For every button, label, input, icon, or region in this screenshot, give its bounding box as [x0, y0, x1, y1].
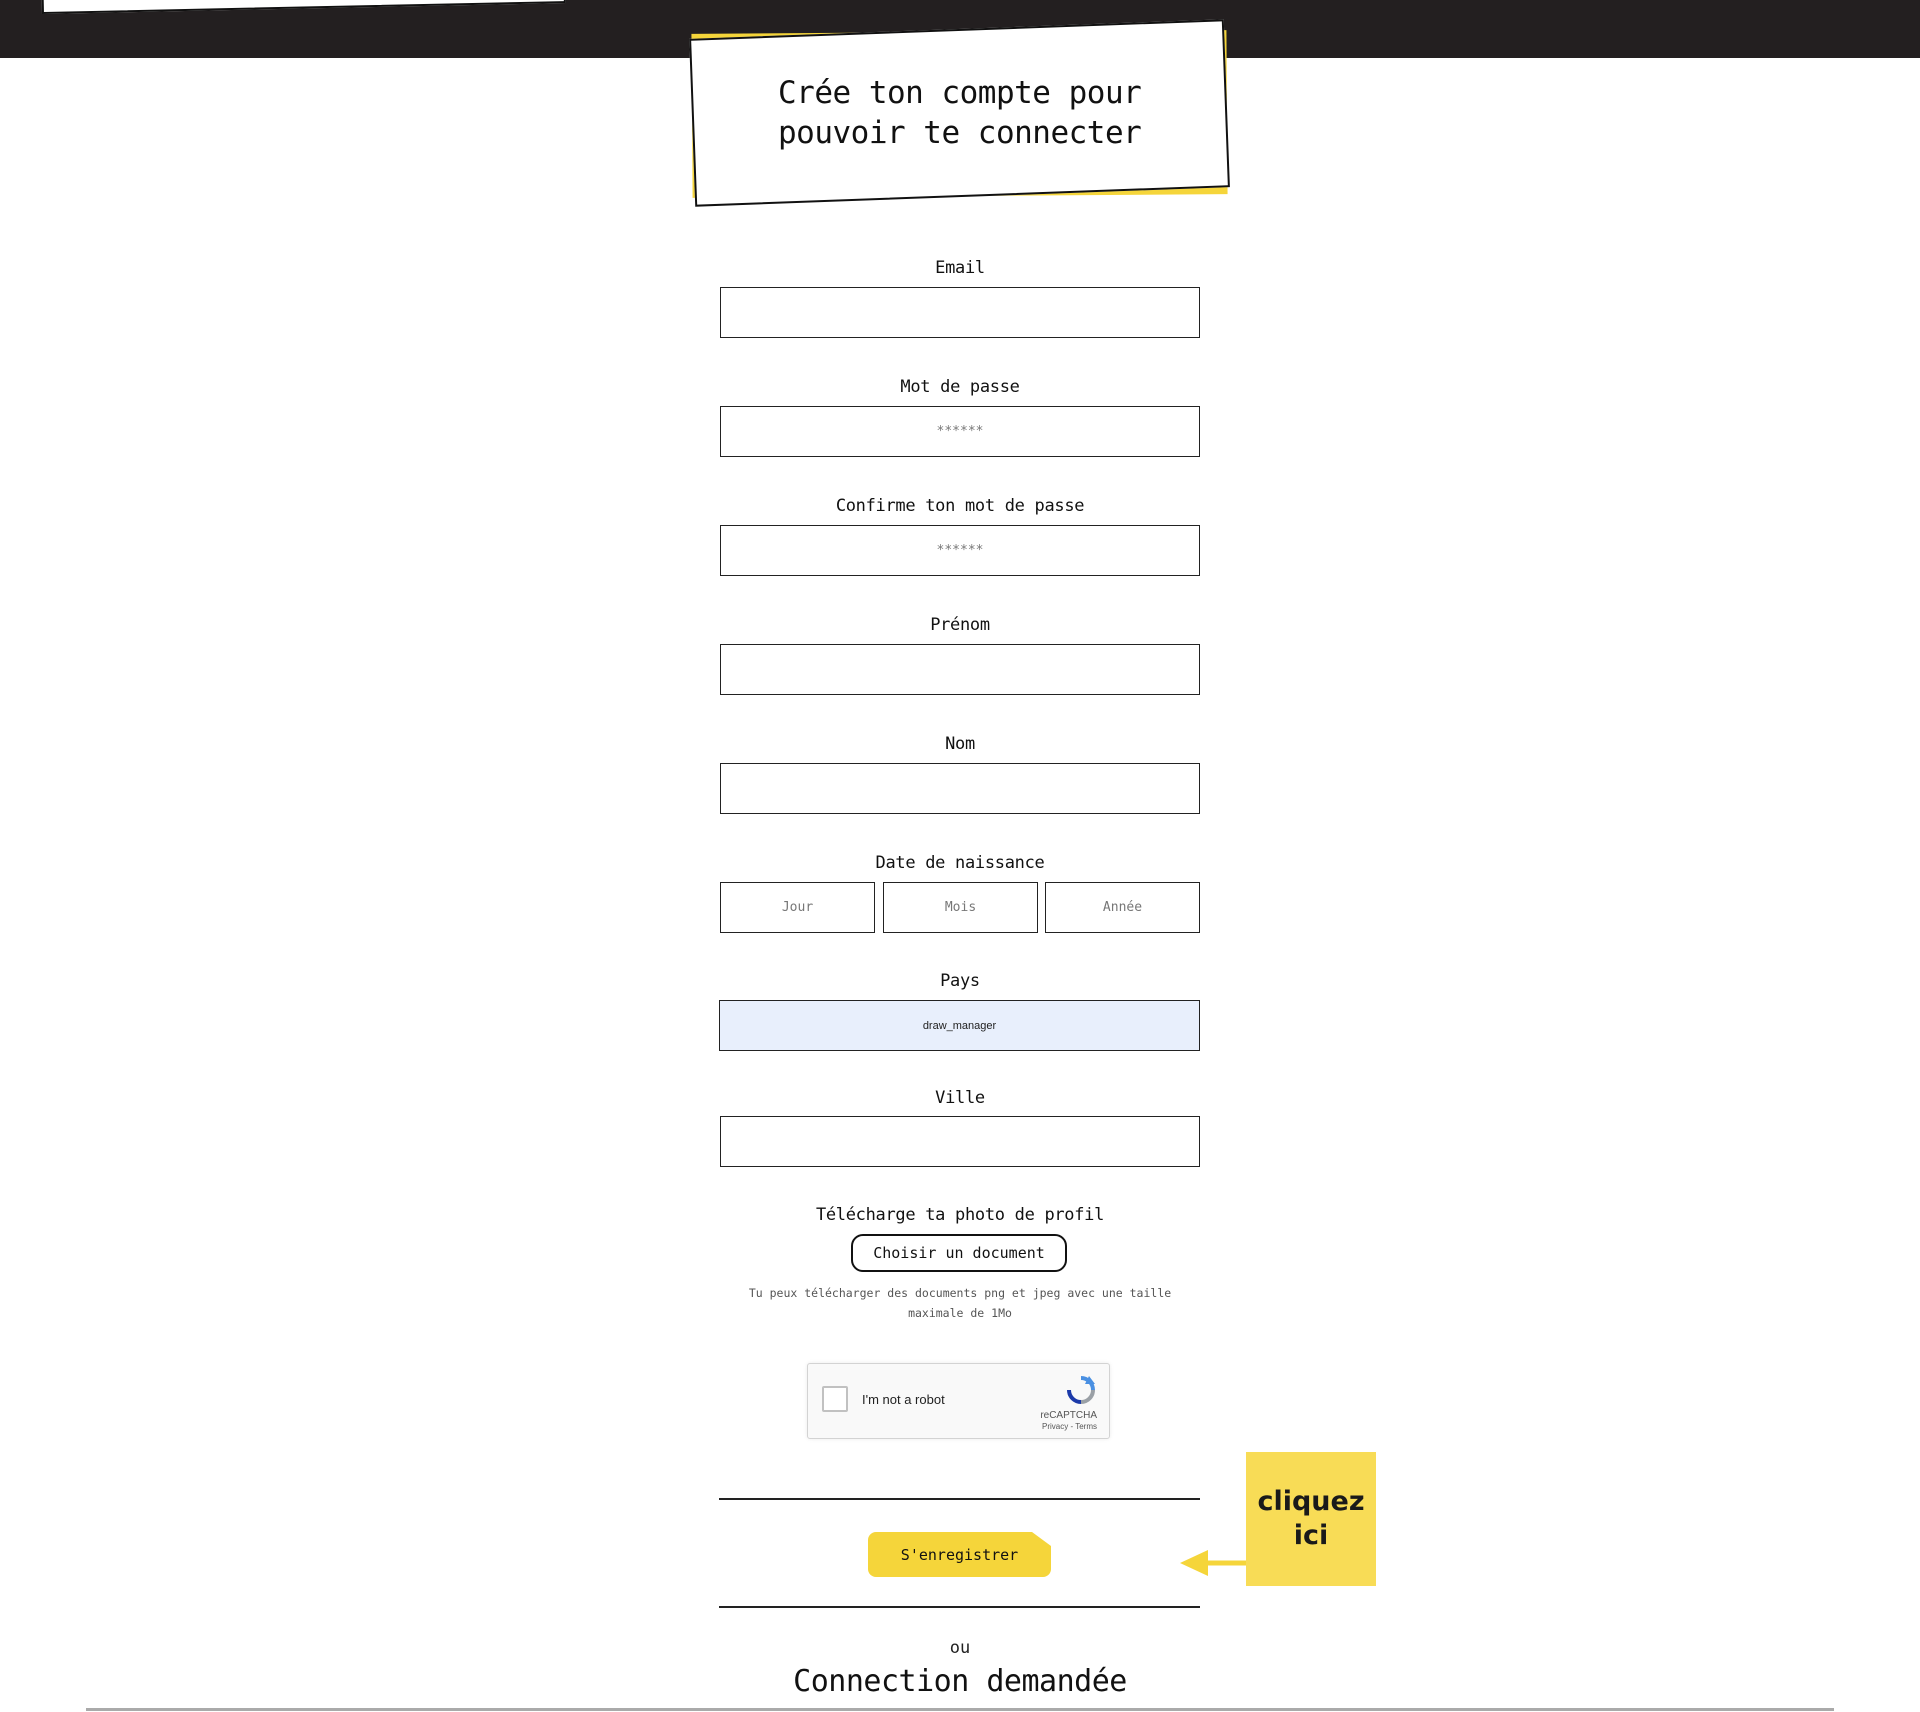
- password-confirm-field[interactable]: ******: [720, 525, 1200, 576]
- birth-month-field[interactable]: Mois: [883, 882, 1038, 933]
- bottom-edge: [86, 1708, 1834, 1711]
- country-label: Pays: [940, 971, 980, 991]
- email-field[interactable]: [720, 287, 1200, 338]
- register-button-fold: [1032, 1532, 1051, 1546]
- email-label: Email: [935, 258, 985, 278]
- recaptcha-icon: [1065, 1374, 1097, 1406]
- recaptcha-widget: [807, 1363, 1110, 1439]
- birthdate-label: Date de naissance: [875, 853, 1045, 873]
- birth-day-field[interactable]: Jour: [720, 882, 875, 933]
- country-select[interactable]: draw_manager: [719, 1000, 1200, 1051]
- upload-hint: Tu peux télécharger des documents png et jpeg avec une taille maximale de 1Mo: [748, 1286, 1172, 1320]
- login-link[interactable]: Connection demandée: [793, 1664, 1127, 1699]
- last-name-field[interactable]: [720, 763, 1200, 814]
- annotation-callout: cliquez ici: [1246, 1452, 1376, 1586]
- last-name-label: Nom: [945, 734, 975, 754]
- recaptcha-brand: reCAPTCHA: [1040, 1410, 1097, 1421]
- divider-top: [719, 1498, 1200, 1500]
- birth-year-field[interactable]: Année: [1045, 882, 1200, 933]
- top-bar-card: [41, 0, 566, 14]
- choose-document-button[interactable]: Choisir un document: [851, 1234, 1067, 1272]
- recaptcha-checkbox[interactable]: [822, 1386, 848, 1412]
- recaptcha-label: I'm not a robot: [862, 1392, 945, 1407]
- first-name-label: Prénom: [930, 615, 990, 635]
- divider-bottom: [719, 1606, 1200, 1608]
- page-title-card: [689, 19, 1230, 206]
- password-confirm-label: Confirme ton mot de passe: [835, 496, 1085, 516]
- arrow-left-icon: [1178, 1548, 1248, 1578]
- password-label: Mot de passe: [900, 377, 1020, 397]
- city-field[interactable]: [720, 1116, 1200, 1167]
- city-label: Ville: [935, 1088, 985, 1108]
- password-field[interactable]: ******: [720, 406, 1200, 457]
- or-separator: ou: [949, 1638, 971, 1658]
- first-name-field[interactable]: [720, 644, 1200, 695]
- photo-label: Télécharge ta photo de profil: [815, 1205, 1105, 1225]
- page-title: Crée ton compte pour pouvoir te connecter: [777, 75, 1142, 151]
- register-button[interactable]: S'enregistrer: [868, 1532, 1051, 1577]
- recaptcha-links[interactable]: Privacy - Terms: [1042, 1422, 1097, 1431]
